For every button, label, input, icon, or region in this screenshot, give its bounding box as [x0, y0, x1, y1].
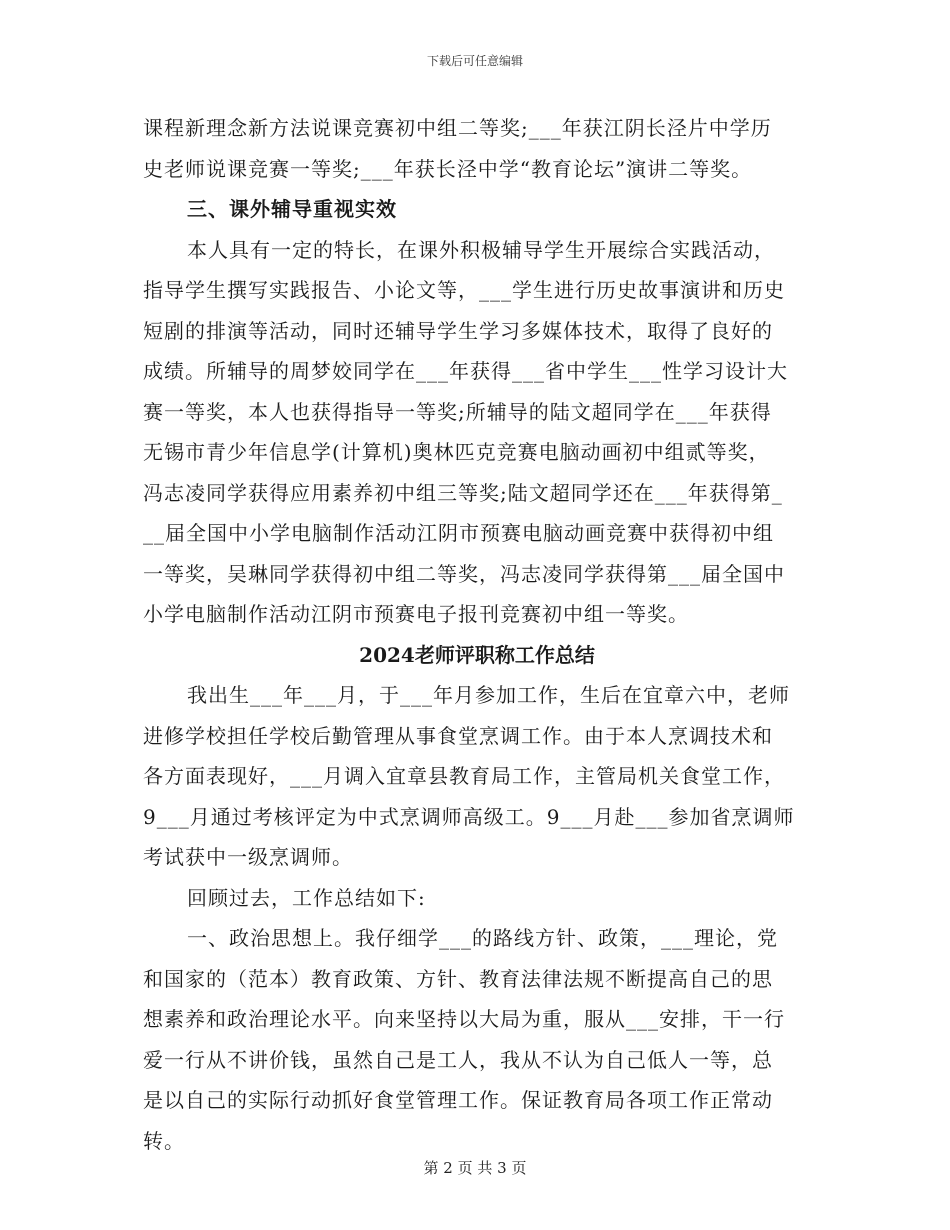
text-line: 成绩。所辅导的周梦姣同学在___年获得___省中学生___性学习设计大: [143, 359, 788, 383]
page-footer: 第 2 页 共 3 页: [423, 1159, 527, 1177]
text-line: 无锡市青少年信息学(计算机)奥林匹克竞赛电脑动画初中组贰等奖，: [143, 440, 770, 464]
text-line: 一等奖，吴琳同学获得初中组二等奖，冯志凌同学获得第___届全国中: [143, 561, 785, 586]
text-line: 本人具有一定的特长，在课外积极辅导学生开展综合实践活动，: [187, 237, 775, 262]
text-line: __届全国中小学电脑制作活动江阴市预赛电脑动画竞赛中获得初中组: [143, 521, 774, 545]
text-line: 冯志凌同学获得应用素养初中组三等奖;陆文超同学还在___年获得第_: [143, 480, 783, 505]
text-line: 想素养和政治理论水平。向来坚持以大局为重，服从___安排，干一行: [143, 1007, 785, 1031]
document-body: [143, 108, 811, 1161]
text-line: 我出生___年___月，于___年月参加工作，生后在宜章六中，老师: [187, 683, 790, 707]
document-title: 2024老师评职称工作总结: [359, 642, 595, 667]
text-line: 回顾过去，工作总结如下:: [187, 885, 426, 910]
text-line: 和国家的（范本）教育政策、方针、教育法律法规不断提高自己的思: [143, 966, 773, 991]
text-line: 赛一等奖，本人也获得指导一等奖;所辅导的陆文超同学在___年获得: [143, 399, 772, 424]
text-line: 爱一行从不讲价钱，虽然自己是工人，我从不认为自己低人一等，总: [143, 1047, 773, 1072]
text-line: 一、政治思想上。我仔细学___的路线方针、政策，___理论，党: [187, 926, 778, 950]
text-line: 各方面表现好，___月调入宜章县教育局工作，主管局机关食堂工作，: [143, 764, 785, 788]
text-line: 史老师说课竞赛一等奖;___年获长泾中学“教育论坛”演讲二等奖。: [143, 156, 753, 181]
section-heading: 三、课外辅导重视实效: [187, 197, 397, 221]
text-line: 指导学生撰写实践报告、小论文等，___学生进行历史故事演讲和历史: [143, 278, 785, 302]
page-header: 下载后可任意编辑: [426, 54, 523, 68]
text-line: 转。: [143, 1128, 185, 1153]
text-line: 考试获中一级烹调师。: [143, 845, 353, 869]
text-line: 课程新理念新方法说课竞赛初中组二等奖;___年获江阴长泾片中学历: [143, 116, 772, 140]
text-line: 9___月通过考核评定为中式烹调师高级工。9___月赴___参加省烹调师: [143, 804, 795, 829]
text-line: 短剧的排演等活动，同时还辅导学生学习多媒体技术，取得了良好的: [143, 318, 773, 343]
text-line: 是以自己的实际行动抓好食堂管理工作。保证教育局各项工作正常动: [143, 1088, 773, 1112]
text-line: 进修学校担任学校后勤管理从事食堂烹调工作。由于本人烹调技术和: [143, 723, 773, 748]
text-line: 小学电脑制作活动江阴市预赛电子报刊竞赛初中组一等奖。: [143, 602, 689, 626]
